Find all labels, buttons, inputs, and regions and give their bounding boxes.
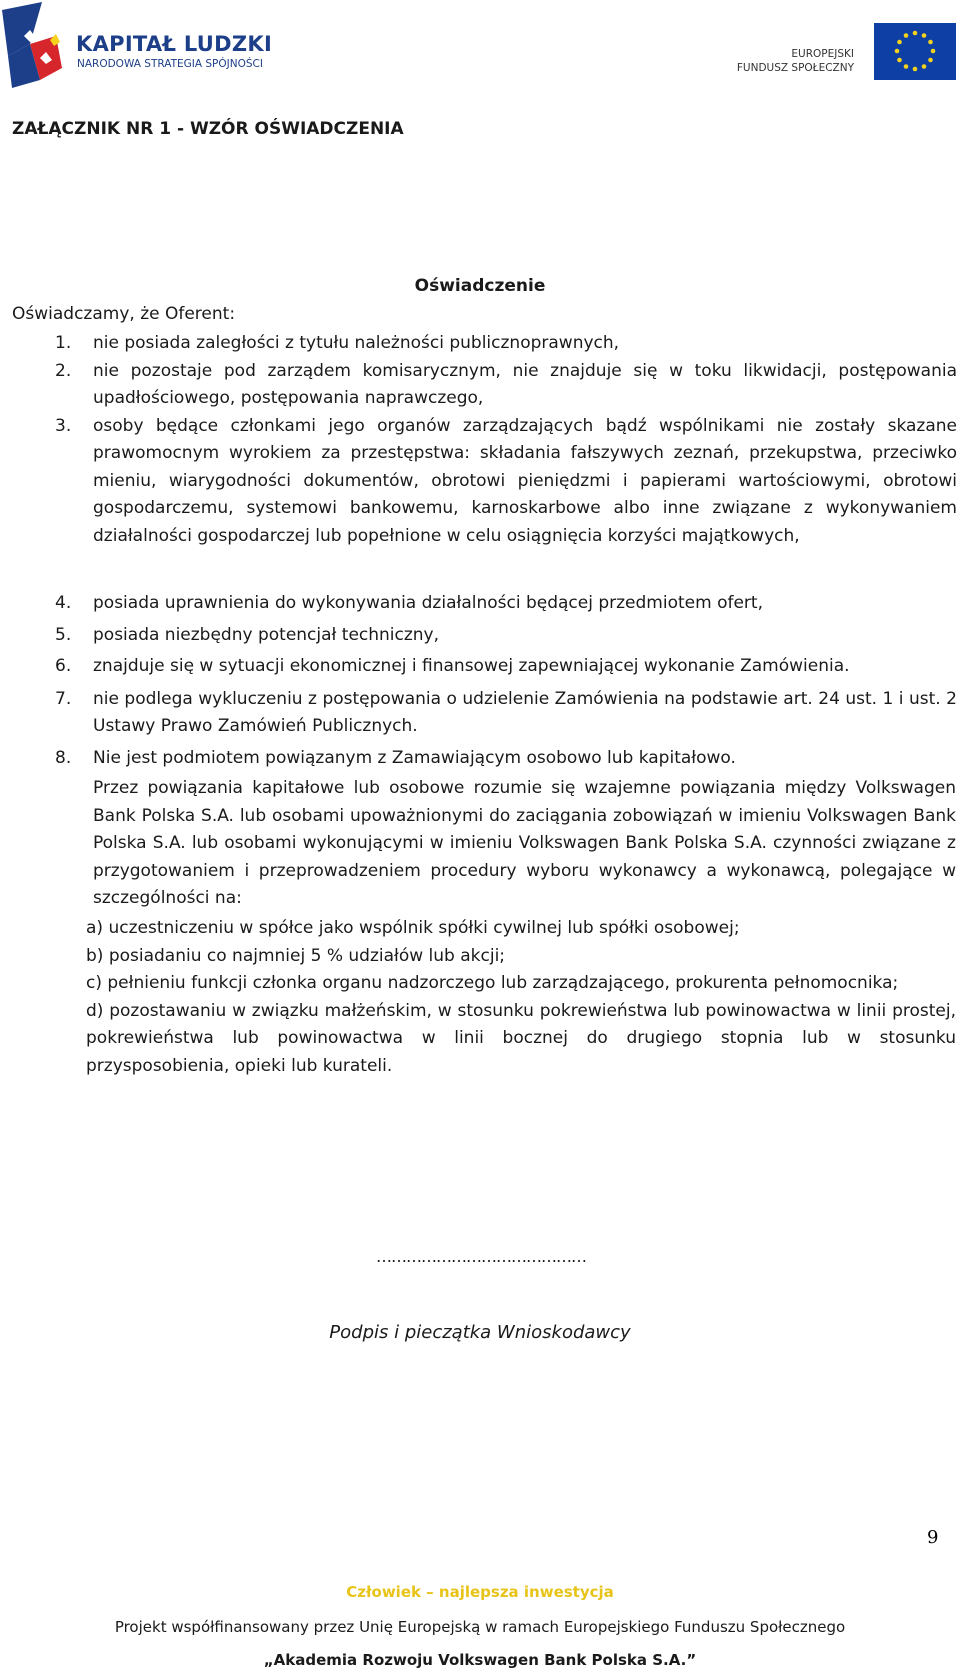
list-item: b) posiadaniu co najmniej 5 % udziałów lub akcji; <box>86 945 506 966</box>
document-heading: Oświadczenie <box>414 276 546 296</box>
document-title: ZAŁĄCZNIK NR 1 - WZÓR OŚWIADCZENIA <box>12 119 404 139</box>
list-item: 4. posiada uprawnienia do wykonywania działalności będącej przedmiotem ofert, <box>55 593 763 613</box>
eu-label-line2: FUNDUSZ SPOŁECZNY <box>736 62 854 74</box>
kapital-ludzki-logo <box>0 0 300 95</box>
list-item: d) pozostawaniu w związku małżeńskim, w stosunku pokrewieństwa lub powinowactwa w linii prostej, pokrewieństwa lub powinowactwa w linii bocznej do drugiego stopnia lub w stosunku przysposobienia, opieki lub kurateli. <box>86 1000 956 1076</box>
list-item: 3. osoby będące członkami jego organów zarządzających bądź wspólnikami nie zostały skazane prawomocnym wyrokiem za przestępstwa: składania fałszywych zeznań, przekupstwa, przeciwko mieniu, wiarygodności dokumentów, obrotowi pieniędzmi i papierami wartościowymi, obrotowi gospodarczemu, systemowi bankowemu, karnoskarbowe albo inne związane z wykonywaniem działalności gospodarczej lub popełnione w celu osiągnięcia korzyści majątkowych, <box>55 415 957 546</box>
list-item: 6. znajduje się w sytuacji ekonomicznej i finansowej zapewniającej wykonanie Zamówienia. <box>55 656 850 676</box>
signature-label: Podpis i pieczątka Wnioskodawcy <box>329 1322 631 1343</box>
list-item: 1. nie posiada zaległości z tytułu należności publicznoprawnych, <box>55 333 620 353</box>
footer-project: Projekt współfinansowany przez Unię Europejską w ramach Europejskiego Funduszu Społecznego <box>114 1618 846 1636</box>
list-item: 8. Nie jest podmiotem powiązanym z Zamawiającym osobowo lub kapitałowo. <box>55 747 736 768</box>
eu-flag-icon <box>874 23 956 80</box>
list-item: 2. nie pozostaje pod zarządem komisarycznym, nie znajduje się w toku likwidacji, postępowania upadłościowego, postępowania naprawczego, <box>55 360 957 408</box>
page-number: 9 <box>927 1527 939 1548</box>
list-item: 5. posiada niezbędny potencjał techniczny, <box>55 624 440 645</box>
relations-paragraph: Przez powiązania kapitałowe lub osobowe rozumie się wzajemne powiązania między Volkswagen Bank Polska S.A. lub osobami upoważnionymi do zaciągania zobowiązań w imieniu Volkswagen Bank Polska S.A. lub osobami wykonującymi w imieniu Volkswagen Bank Polska S.A. czynności związane z przygotowaniem i przeprowadzeniem procedury wyboru wykonawcy a wykonawcą, polegające w szczególności na: <box>93 778 956 908</box>
relations-subitems <box>86 915 956 1080</box>
intro-text: Oświadczamy, że Oferent: <box>12 304 236 324</box>
eu-label-line1: EUROPEJSKI <box>791 48 854 60</box>
signature-line: …………………………………… <box>376 1247 586 1266</box>
logo-title: KAPITAŁ LUDZKI <box>76 32 273 56</box>
footer-name: „Akademia Rozwoju Volkswagen Bank Polska S.A.” <box>263 1651 697 1669</box>
list-item: c) pełnieniu funkcji członka organu nadzorczego lub zarządzającego, prokurenta pełnomocnika; <box>86 973 899 993</box>
statement-list <box>55 330 957 550</box>
kapital-ludzki-emblem-icon <box>0 0 76 92</box>
list-item: a) uczestniczeniu w spółce jako wspólnik spółki cywilnej lub spółki osobowej; <box>86 918 740 938</box>
list-item: 7. nie podlega wykluczeniu z postępowania o udzielenie Zamówienia na podstawie art. 24 ust. 1 i ust. 2 Ustawy Prawo Zamówień Publicznych. <box>55 688 957 736</box>
footer-slogan: Człowiek – najlepsza inwestycja <box>346 1583 614 1601</box>
statement-list-continued <box>55 588 957 774</box>
eu-fund-label <box>737 47 854 75</box>
logo-subtitle: NARODOWA STRATEGIA SPÓJNOŚCI <box>77 58 263 70</box>
